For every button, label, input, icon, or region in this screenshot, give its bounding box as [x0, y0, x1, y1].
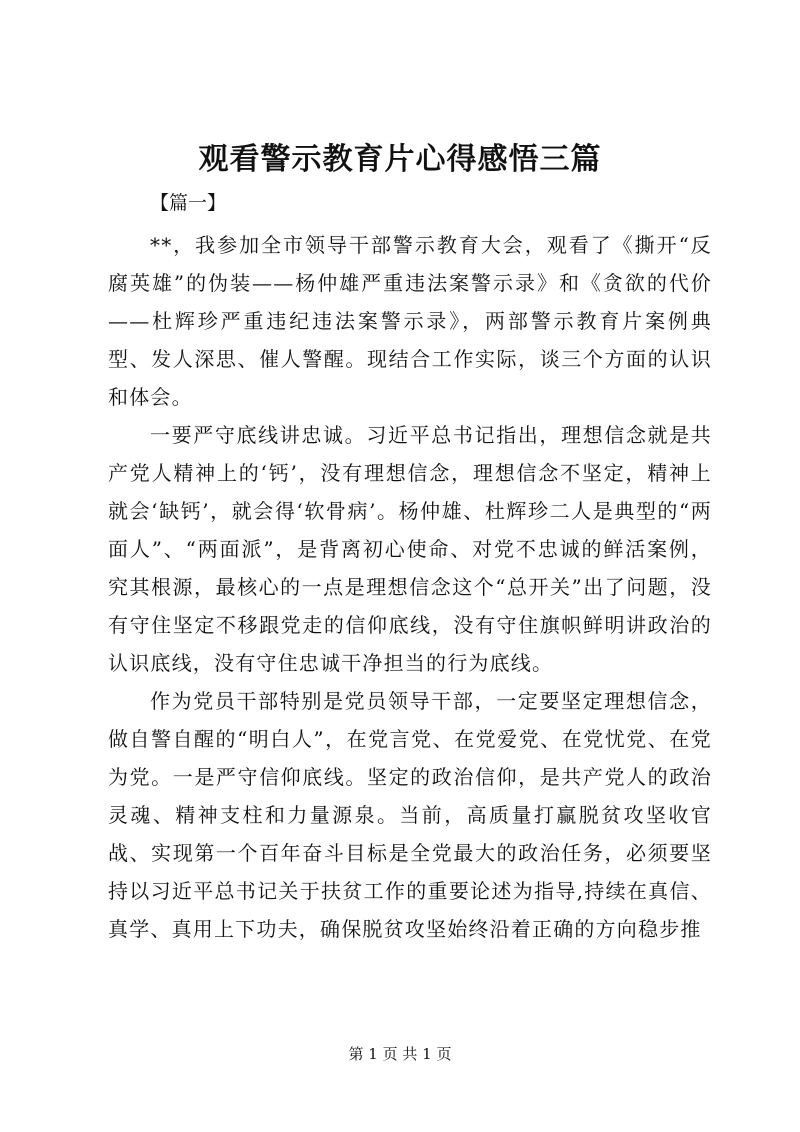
document-title: 观看警示教育片心得感悟三篇 [198, 142, 602, 177]
paragraph-3: 作为党员干部特别是党员领导干部，一定要坚定理想信念，做自警自醒的“明白人”，在党言党、在党爱党、在党忧党、在党为党。一是严守信仰底线。坚定的政治信仰，是共产党人的政治灵魂、精神支柱和力量源泉。当前，高质量打赢脱贫攻坚收官战、实现第一个百年奋斗目标是全党最大的政治任务，必须要坚持以习近平总书记关于扶贫工作的重要论述为指导,持续在真信、真学、真用上下功夫，确保脱贫攻坚始终沿着正确的方向稳步推 [108, 689, 712, 941]
paragraph-2: 一要严守底线讲忠诚。习近平总书记指出，理想信念就是共产党人精神上的‘钙’，没有理想信念，理想信念不坚定，精神上就会‘缺钙’，就会得‘软骨病’。杨仲雄、杜辉珍二人是典型的“两面人”、“两面派”，是背离初心使命、对党不忠诚的鲜活案例，究其根源，最核心的一点是理想信念这个“总开关”出了问题，没有守住坚定不移跟党走的信仰底线，没有守住旗帜鲜明讲政治的认识底线，没有守住忠诚干净担当的行为底线。 [108, 423, 712, 675]
paragraph-1: **，我参加全市领导干部警示教育大会，观看了《撕开“反腐英雄”的伪装——杨仲雄严重违法案警示录》和《贪欲的代价——杜辉珍严重违纪违法案警示录》，两部警示教育片案例典型、发人深思、催人警醒。现结合工作实际，谈三个方面的认识和体会。 [108, 233, 712, 409]
section-label: 【篇一】 [150, 192, 227, 214]
document-body [108, 226, 712, 948]
page-footer: 第 1 页 共 1 页 [348, 1045, 452, 1063]
